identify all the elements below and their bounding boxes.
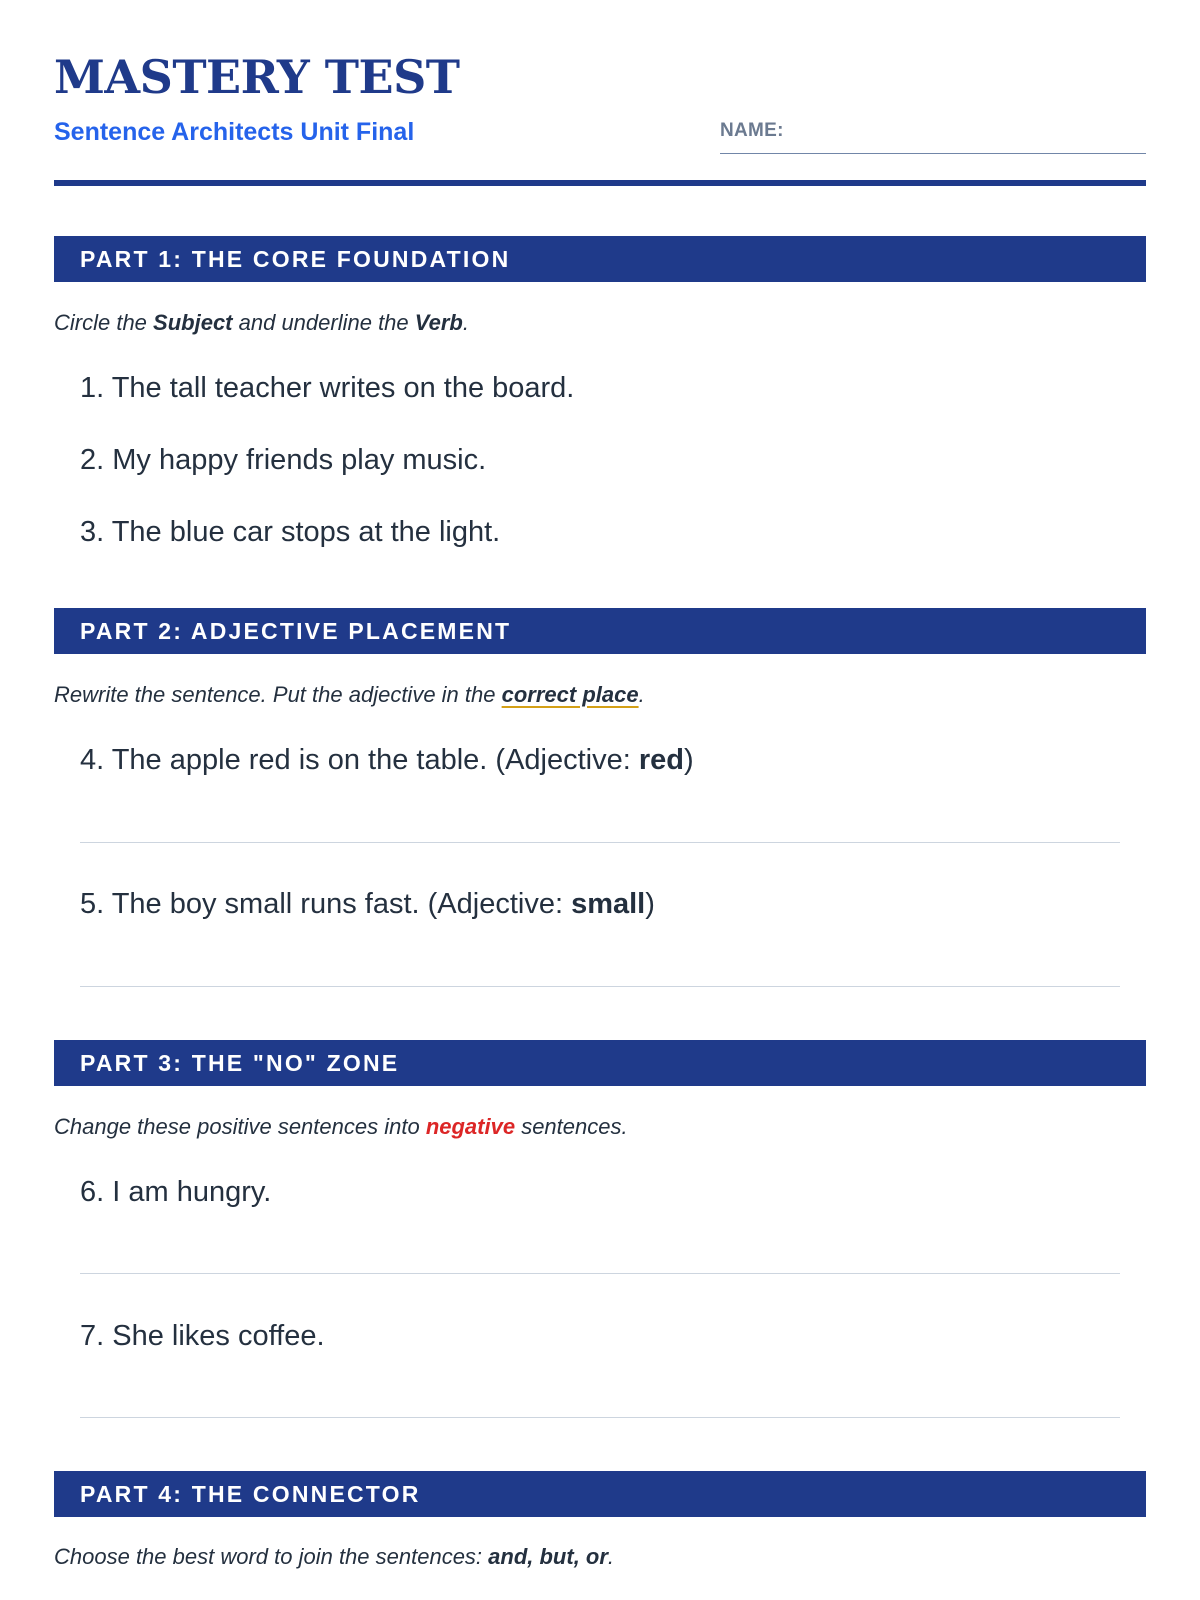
question-keyword: red <box>638 744 684 776</box>
question-5 <box>80 888 655 921</box>
question-7: 7. She likes coffee. <box>80 1320 325 1352</box>
worksheet-header <box>54 0 1146 188</box>
question-2: 2. My happy friends play music. <box>80 444 487 476</box>
answer-line-6[interactable] <box>80 1273 1120 1274</box>
instruction-part4 <box>54 1544 614 1570</box>
question-3: 3. The blue car stops at the light. <box>80 516 501 548</box>
instruction-text: Rewrite the sentence. Put the adjective in the <box>54 682 502 707</box>
section-heading-part4: PART 4: THE CONNECTOR <box>54 1471 1146 1517</box>
worksheet-page <box>54 0 1146 1600</box>
answer-line-7[interactable] <box>80 1417 1120 1418</box>
instruction-text: . <box>638 682 645 707</box>
section-heading-part2: PART 2: ADJECTIVE PLACEMENT <box>54 608 1146 654</box>
instruction-part1 <box>54 310 469 336</box>
instruction-text: Choose the best word to join the sentences: <box>54 1544 489 1569</box>
instruction-text: sentences. <box>515 1114 628 1139</box>
name-label: NAME: <box>720 120 784 141</box>
instruction-text: Circle the <box>54 310 154 335</box>
instruction-part3 <box>54 1114 628 1140</box>
instruction-text: . <box>607 1544 615 1569</box>
instruction-keyword-verb: Verb <box>414 310 463 335</box>
question-text: ) <box>684 744 694 776</box>
answer-line-4[interactable] <box>80 842 1120 843</box>
question-text: 4. The apple red is on the table. (Adjective: <box>80 744 639 776</box>
instruction-text: . <box>462 310 469 335</box>
question-text: 5. The boy small runs fast. (Adjective: <box>80 888 572 920</box>
answer-line-5[interactable] <box>80 986 1120 987</box>
header-divider <box>54 180 1146 186</box>
page-subtitle: Sentence Architects Unit Final <box>54 118 415 146</box>
instruction-text: Change these positive sentences into <box>54 1114 426 1139</box>
question-text: ) <box>645 888 655 920</box>
instruction-part2 <box>54 682 645 708</box>
instruction-text: and underline the <box>232 310 415 335</box>
instruction-emphasis-negative: negative <box>425 1114 516 1139</box>
section-heading-part3: PART 3: THE "NO" ZONE <box>54 1040 1146 1086</box>
question-6: 6. I am hungry. <box>80 1176 272 1208</box>
question-keyword: small <box>571 888 646 920</box>
section-heading-part1: PART 1: THE CORE FOUNDATION <box>54 236 1146 282</box>
page-title: MASTERY TEST <box>54 50 460 104</box>
question-4 <box>80 744 694 777</box>
instruction-keyword-subject: Subject <box>153 310 233 335</box>
name-field[interactable] <box>720 120 1146 154</box>
instruction-options: and, but, or <box>488 1544 608 1569</box>
instruction-emphasis-correct-place: correct place <box>501 682 639 707</box>
question-1: 1. The tall teacher writes on the board. <box>80 372 575 404</box>
